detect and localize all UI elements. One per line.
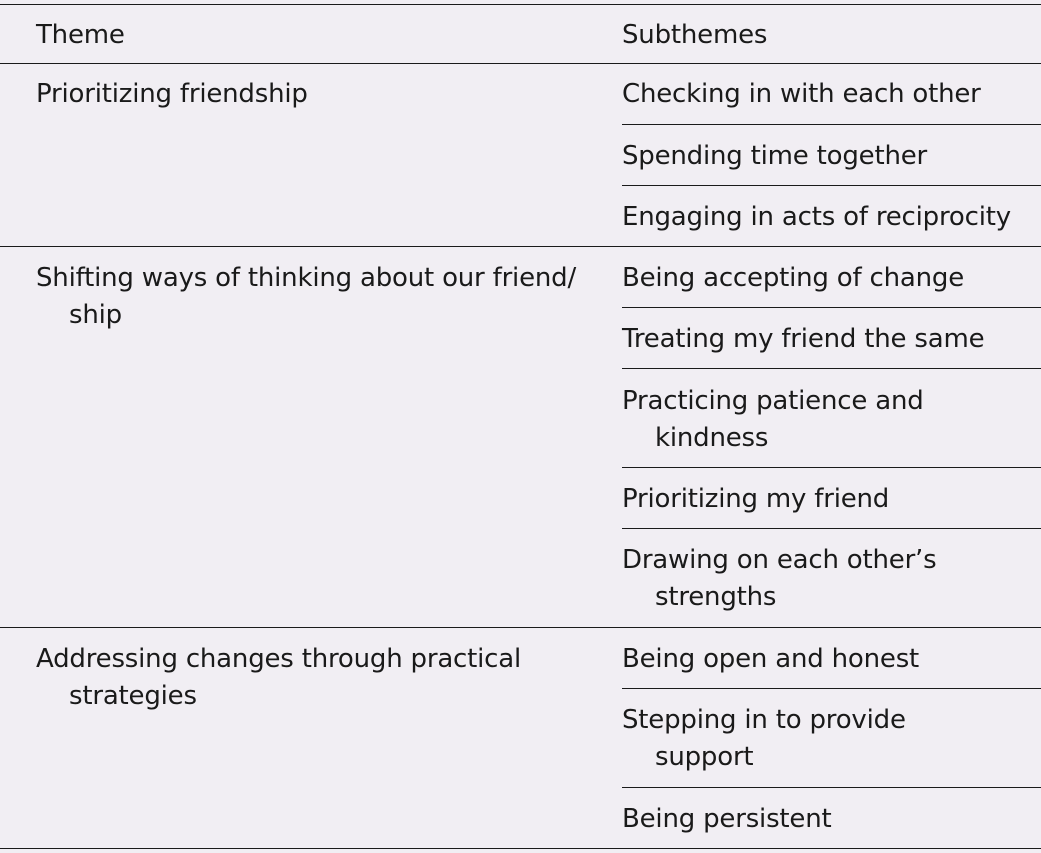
subtheme-divider — [622, 688, 1041, 689]
subtheme-cell: Drawing on each other’s strengths — [622, 545, 937, 612]
header-bottom-rule — [0, 63, 1041, 64]
subtheme-cell: Prioritizing my friend — [622, 484, 890, 514]
row-divider — [0, 627, 1041, 628]
row-divider — [0, 246, 1041, 247]
subtheme-cell: Engaging in acts of reciprocity — [622, 202, 1011, 232]
table-top-rule — [0, 4, 1041, 5]
subtheme-cell: Being persistent — [622, 804, 832, 834]
subtheme-divider — [622, 787, 1041, 788]
theme-cell: Prioritizing friendship — [36, 79, 308, 109]
subtheme-cell: Checking in with each other — [622, 79, 981, 109]
subtheme-cell: Spending time together — [622, 141, 928, 171]
theme-cell: Shifting ways of thinking about our friend/ ship — [36, 263, 577, 330]
subtheme-cell: Stepping in to provide support — [622, 705, 906, 772]
subtheme-divider — [622, 368, 1041, 369]
theme-cell: Addressing changes through practical strategies — [36, 644, 522, 711]
subtheme-divider — [622, 185, 1041, 186]
subtheme-divider — [622, 307, 1041, 308]
subtheme-divider — [622, 467, 1041, 468]
subtheme-divider — [622, 124, 1041, 125]
subtheme-divider — [622, 528, 1041, 529]
subtheme-cell: Being accepting of change — [622, 263, 965, 293]
header-subthemes: Subthemes — [622, 20, 768, 50]
subtheme-cell: Practicing patience and kindness — [622, 386, 924, 453]
header-theme: Theme — [36, 20, 125, 50]
subtheme-cell: Being open and honest — [622, 644, 920, 674]
table-bottom-rule — [0, 848, 1041, 849]
subtheme-cell: Treating my friend the same — [622, 324, 985, 354]
